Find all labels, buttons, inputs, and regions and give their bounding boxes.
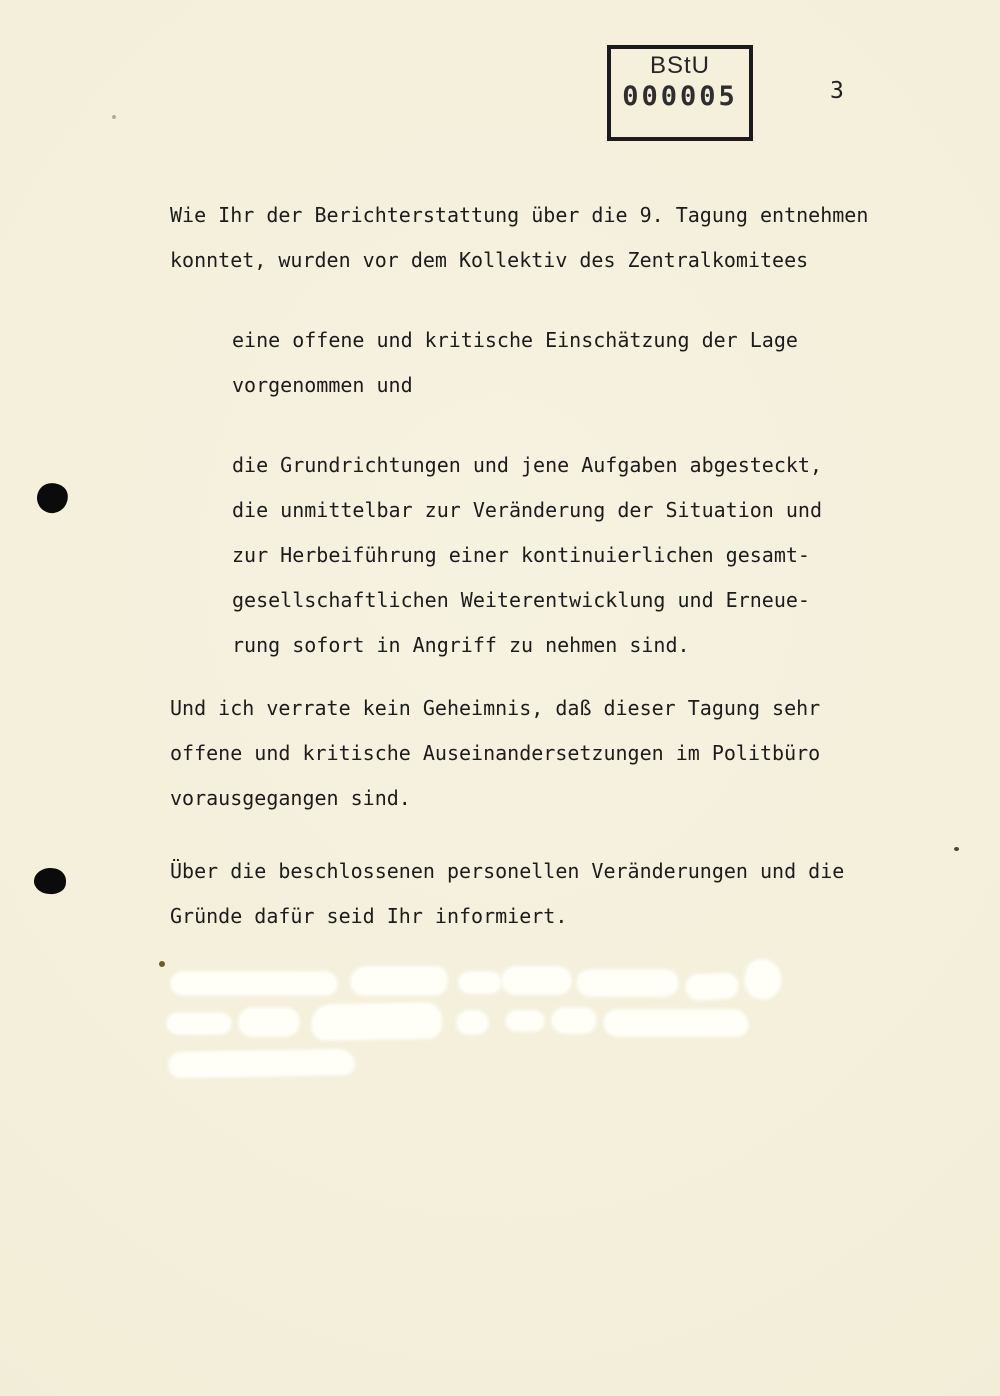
redaction-blob (458, 1012, 487, 1033)
redaction-blob (352, 968, 446, 994)
paragraph-1 (170, 193, 868, 283)
text-line: Gründe dafür seid Ihr informiert. (170, 904, 568, 928)
text-line: gesellschaftlichen Weiterentwicklung und Erneue- (232, 588, 810, 612)
redaction-blob (605, 1011, 747, 1035)
redaction-blob (313, 1004, 441, 1039)
redaction-blob (460, 973, 500, 992)
text-line: rung sofort in Angriff zu nehmen sind. (232, 633, 690, 657)
redaction-blob (503, 968, 570, 993)
stamp-agency-label: BStU (649, 52, 710, 79)
stamp-serial-number: 000005 (622, 81, 738, 112)
text-line: Über die beschlossenen personellen Veränderungen und die (170, 859, 845, 883)
text-line: Wie Ihr der Berichterstattung über die 9. Tagung entnehmen (170, 203, 869, 227)
redaction-blob (744, 959, 783, 1000)
text-line: Und ich verrate kein Geheimnis, daß dieser Tagung sehr (170, 696, 821, 720)
text-line: eine offene und kritische Einschätzung der Lage (232, 328, 798, 352)
text-line: zur Herbeiführung einer kontinuierlichen gesamt- (232, 543, 810, 567)
ink-blot-1 (35, 481, 70, 515)
ink-speck (159, 961, 165, 967)
text-line: vorgenommen und (232, 373, 413, 397)
paper-speck (112, 115, 116, 119)
redaction-blob (172, 973, 336, 994)
redaction-blob (240, 1009, 298, 1035)
paragraph-2 (232, 318, 798, 408)
redaction-blob (507, 1012, 543, 1030)
text-line: offene und kritische Auseinandersetzungen im Politbüro (170, 741, 821, 765)
redaction-blob (168, 1014, 230, 1033)
text-line: die Grundrichtungen und jene Aufgaben abgesteckt, (232, 453, 823, 477)
redaction-blob (686, 974, 737, 1000)
ink-blot-2 (33, 867, 67, 895)
text-line: konntet, wurden vor dem Kollektiv des Zentralkomitees (170, 248, 809, 272)
redaction-blob (553, 1009, 595, 1032)
text-line: vorausgegangen sind. (170, 786, 411, 810)
ink-speck (954, 847, 959, 851)
redaction-blob (578, 971, 677, 995)
page-number: 3 (830, 78, 844, 104)
paragraph-4 (170, 686, 820, 821)
text-line: die unmittelbar zur Veränderung der Situation und (232, 498, 823, 522)
paragraph-5 (170, 849, 844, 939)
paragraph-3 (232, 443, 822, 668)
bstu-stamp (607, 45, 753, 141)
redaction-blob (170, 1050, 353, 1076)
